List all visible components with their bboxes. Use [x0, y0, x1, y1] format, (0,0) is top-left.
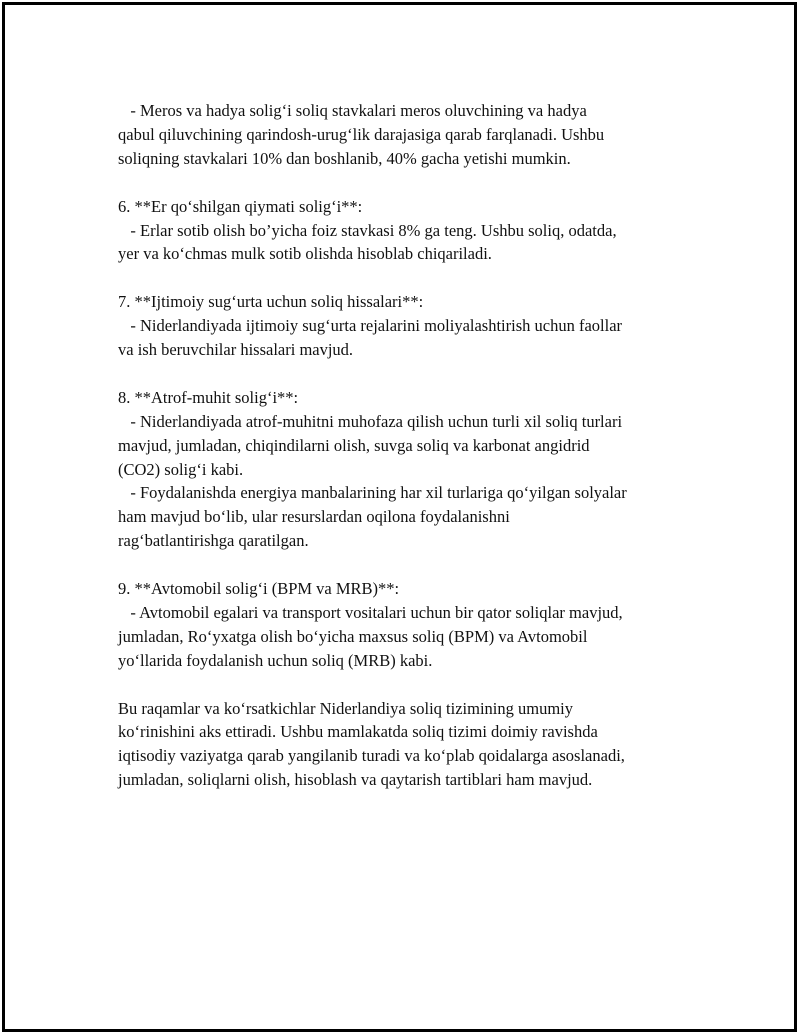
section-heading: 9. **Avtomobil solig‘i (BPM va MRB)**:: [118, 579, 400, 599]
text-line: yo‘llarida foydalanish uchun soliq (MRB) kabi.: [118, 650, 433, 670]
section-heading: 7. **Ijtimoiy sug‘urta uchun soliq hissalari**:: [118, 292, 424, 312]
page-frame: [2, 2, 797, 1032]
paragraph-vehicle-tax: [118, 577, 718, 673]
page-content: [118, 99, 718, 816]
paragraph-social-insurance: [118, 290, 718, 362]
text-line: - Foydalanishda energiya manbalarining har xil turlariga qo‘yilgan solyalar: [118, 483, 627, 503]
text-line: - Meros va hadya solig‘i soliq stavkalari meros oluvchining va hadya: [118, 101, 587, 120]
text-line: rag‘batlantirishga qaratilgan.: [118, 531, 309, 551]
section-heading: 6. **Er qo‘shilgan qiymati solig‘i**:: [118, 196, 363, 216]
text-line: yer va ko‘chmas mulk sotib olishda hisoblab chiqariladi.: [118, 244, 492, 264]
section-heading: 8. **Atrof-muhit solig‘i**:: [118, 387, 299, 407]
text-line: soliqning stavkalari 10% dan boshlanib, 40% gacha yetishi mumkin.: [118, 148, 571, 168]
text-line: jumladan, soliqlarni olish, hisoblash va qaytarish tartiblari ham mavjud.: [118, 770, 593, 790]
text-line: Bu raqamlar va ko‘rsatkichlar Niderlandiya soliq tizimining umumiy: [118, 698, 574, 718]
text-line: jumladan, Ro‘yxatga olish bo‘yicha maxsus soliq (BPM) va Avtomobil: [118, 626, 588, 646]
text-line: mavjud, jumladan, chiqindilarni olish, suvga soliq va karbonat angidrid: [118, 435, 590, 455]
text-line: qabul qiluvchining qarindosh-urug‘lik darajasiga qarab farqlanadi. Ushbu: [118, 124, 605, 144]
text-line: - Erlar sotib olish bo’yicha foiz stavkasi 8% ga teng. Ushbu soliq, odatda,: [118, 220, 617, 240]
paragraph-land-tax: [118, 195, 718, 267]
text-line: ham mavjud bo‘lib, ular resurslardan oqilona foydalanishni: [118, 507, 510, 527]
text-line: - Avtomobil egalari va transport vositalari uchun bir qator soliqlar mavjud,: [118, 602, 623, 622]
text-line: - Niderlandiyada atrof-muhitni muhofaza qilish uchun turli xil soliq turlari: [118, 411, 623, 431]
paragraph-inheritance-tax: [118, 99, 718, 171]
text-line: va ish beruvchilar hissalari mavjud.: [118, 340, 354, 360]
text-line: iqtisodiy vaziyatga qarab yangilanib turadi va ko‘plab qoidalarga asoslanadi,: [118, 746, 625, 766]
text-line: (CO2) solig‘i kabi.: [118, 459, 244, 479]
text-line: ko‘rinishini aks ettiradi. Ushbu mamlakatda soliq tizimi doimiy ravishda: [118, 722, 598, 742]
text-line: - Niderlandiyada ijtimoiy sug‘urta rejalarini moliyalashtirish uchun faollar: [118, 316, 623, 336]
paragraph-environmental-tax: [118, 386, 718, 553]
paragraph-conclusion: [118, 697, 718, 793]
